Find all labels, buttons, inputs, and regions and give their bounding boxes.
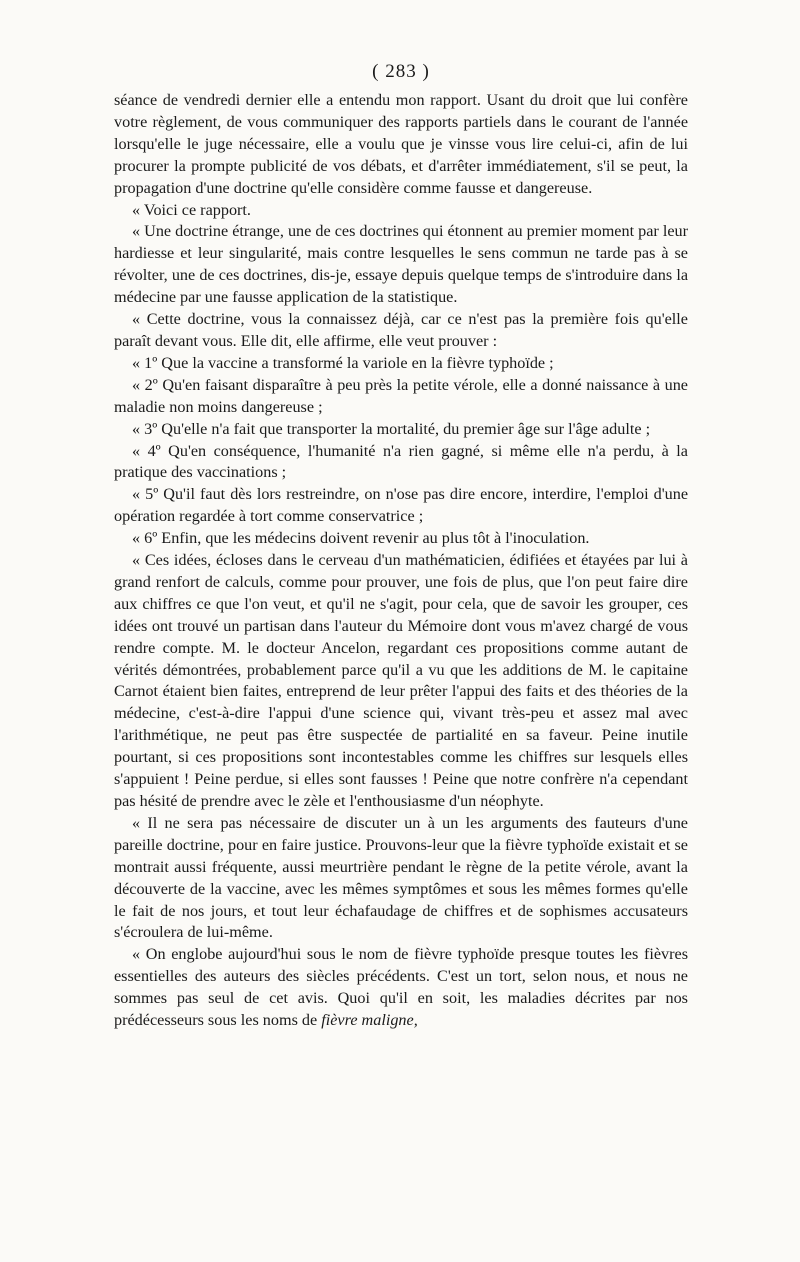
paragraph: « Cette doctrine, vous la connaissez déjà, car ce n'est pas la première fois qu'elle paraît devant vous. Elle dit, elle affirme, elle veut prouver : (114, 310, 688, 350)
paragraph: séance de vendredi dernier elle a entendu mon rapport. Usant du droit que lui confère votre règlement, de vous communiquer des rapports partiels dans le courant de l'année lorsqu'elle le juge nécessaire, elle a voulu que je vinsse vous lire celui-ci, afin de lui procurer la prompte publicité de vos débats, et d'arrêter immédiatement, s'il se peut, la propagation d'une doctrine qu'elle considère comme fausse et dangereuse. (114, 91, 688, 197)
paragraph: « Une doctrine étrange, une de ces doctrines qui étonnent au premier moment par leur hardiesse et leur singularité, mais contre lesquelles le sens commun ne tarde pas à se révolter, une de ces doctrines, dis-je, essaye depuis quelque temps de s'introduire dans la médecine par une fausse application de la statistique. (114, 222, 689, 307)
list-item: « 3º Qu'elle n'a fait que transporter la mortalité, du premier âge sur l'âge adulte ; (132, 419, 651, 438)
paragraph-text: « On englobe aujourd'hui sous le nom de fièvre typhoïde presque toutes les fièvres essentielles des auteurs des siècles précédents. C'est un tort, selon nous, et nous ne sommes pas seul de cet avis. Quoi qu'il en soit, les maladies décrites par nos prédécesseurs sous les noms de (114, 945, 688, 1030)
paragraph (114, 944, 688, 1032)
list-item: « 4º Qu'en conséquence, l'humanité n'a rien gagné, si même elle n'a perdu, à la pratique des vaccinations ; (114, 441, 688, 482)
page-number: ( 283 ) (372, 61, 430, 82)
list-item: « 6º Enfin, que les médecins doivent revenir au plus tôt à l'inoculation. (132, 529, 590, 548)
list-item: « 1º Que la vaccine a transformé la variole en la fièvre typhoïde ; (132, 353, 554, 372)
list-item: « 2º Qu'en faisant disparaître à peu près la petite vérole, elle a donné naissance à une maladie non moins dangereuse ; (114, 375, 688, 416)
italic-term: fièvre maligne, (321, 1011, 418, 1030)
paragraph: « Ces idées, écloses dans le cerveau d'un mathématicien, édifiées et étayées par lui à grand renfort de calculs, comme pour prouver, une fois de plus, que l'on peut faire dire aux chiffres ce que l'on veut, et qu'il ne s'agit, pour cela, que de savoir les grouper, ces idées ont trouvé un partisan dans l'auteur du Mémoire dont vous m'avez chargé de vous rendre compte. M. le docteur Ancelon, regardant ces propositions comme autant de vérités démontrées, probablement parce qu'il a vu que les additions de M. le capitaine Carnot étaient bien faites, entreprend de leur prêter l'appui des faits et des théories de la médecine, c'est-à-dire l'appui d'une science qui, vivant très-peu et assez mal avec l'arithmétique, ne peut pas être suspectée de partialité en sa faveur. Peine inutile pourtant, si ces propositions sont incontestables comme les chiffres sur lesquels elles s'appuient ! Peine perdue, si elles sont fausses ! Peine que notre confrère n'a cependant pas hésité de prendre avec le zèle et l'enthousiasme d'un néophyte. (114, 551, 688, 810)
body-text (114, 90, 688, 1032)
paragraph: « Voici ce rapport. (132, 200, 251, 219)
list-item: « 5º Qu'il faut dès lors restreindre, on n'ose pas dire encore, interdire, l'emploi d'une opération regardée à tort comme conservatrice ; (114, 485, 688, 526)
paragraph: « Il ne sera pas nécessaire de discuter un à un les arguments des fauteurs d'une pareille doctrine, pour en faire justice. Prouvons-leur que la fièvre typhoïde existait et se montrait aussi fréquente, aussi meurtrière pendant le règne de la petite vérole, avant la découverte de la vaccine, avec les mêmes symptômes et sous les mêmes formes qu'elle le fait de nos jours, et tout leur échafaudage de chiffres et de sophismes accusateurs s'écroulera de lui-même. (114, 813, 688, 942)
